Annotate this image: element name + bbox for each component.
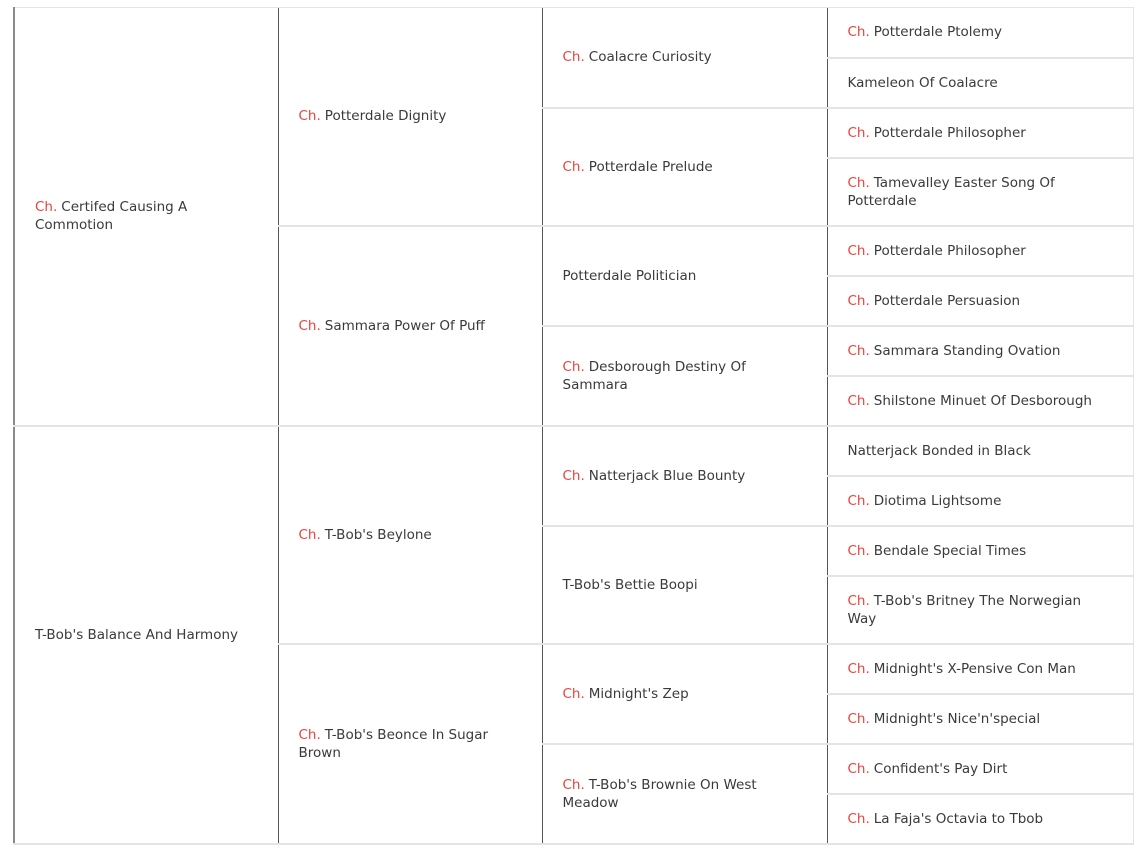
ancestor-gen4[interactable] bbox=[827, 376, 1133, 426]
dog-name: Sammara Standing Ovation bbox=[873, 342, 1061, 359]
ancestor-gen3[interactable] bbox=[542, 644, 827, 744]
ancestor-gen3[interactable] bbox=[542, 326, 827, 426]
ancestor-gen3[interactable] bbox=[542, 108, 827, 226]
title-ch: Ch. bbox=[35, 199, 58, 216]
title-ch: Ch. bbox=[847, 492, 870, 509]
pedigree-row bbox=[14, 8, 1133, 58]
dog-name: La Faja's Octavia to Tbob bbox=[873, 810, 1044, 827]
title-ch: Ch. bbox=[298, 108, 321, 125]
dog-name: Desborough Destiny Of Sammara bbox=[562, 358, 746, 393]
title-ch: Ch. bbox=[847, 392, 870, 409]
dog-name: Natterjack Blue Bounty bbox=[588, 467, 746, 484]
title-ch: Ch. bbox=[847, 242, 870, 259]
title-ch: Ch. bbox=[298, 317, 321, 334]
ancestor-gen4[interactable] bbox=[827, 426, 1133, 476]
dog-name: Diotima Lightsome bbox=[873, 492, 1002, 509]
ancestor-gen4[interactable] bbox=[827, 8, 1133, 58]
dog-name: Potterdale Persuasion bbox=[873, 292, 1021, 309]
granddam-maternal[interactable] bbox=[278, 644, 542, 844]
dog-name: T-Bob's Bettie Boopi bbox=[562, 576, 698, 593]
dog-name: Midnight's X-Pensive Con Man bbox=[873, 660, 1076, 677]
pedigree-row bbox=[14, 426, 1133, 476]
dog-name: Potterdale Ptolemy bbox=[873, 24, 1002, 41]
dog-name: Potterdale Philosopher bbox=[873, 124, 1026, 141]
dog-name: Potterdale Politician bbox=[562, 267, 697, 284]
title-ch: Ch. bbox=[847, 660, 870, 677]
grandsire-maternal[interactable] bbox=[278, 426, 542, 644]
title-ch: Ch. bbox=[562, 358, 585, 375]
dog-name: T-Bob's Britney The Norwegian Way bbox=[847, 592, 1082, 627]
title-ch: Ch. bbox=[847, 174, 870, 191]
dog-name: T-Bob's Beonce In Sugar Brown bbox=[298, 726, 489, 761]
dog-name: Bendale Special Times bbox=[873, 542, 1027, 559]
ancestor-gen4[interactable] bbox=[827, 794, 1133, 844]
dog-name: Certifed Causing A Commotion bbox=[35, 199, 188, 234]
ancestor-gen4[interactable] bbox=[827, 576, 1133, 644]
dog-name: Midnight's Zep bbox=[588, 685, 689, 702]
title-ch: Ch. bbox=[562, 158, 585, 175]
ancestor-gen4[interactable] bbox=[827, 476, 1133, 526]
grandsire-paternal[interactable] bbox=[278, 8, 542, 226]
title-ch: Ch. bbox=[562, 467, 585, 484]
dog-name: Shilstone Minuet Of Desborough bbox=[873, 392, 1092, 409]
ancestor-gen4[interactable] bbox=[827, 326, 1133, 376]
title-ch: Ch. bbox=[298, 526, 321, 543]
ancestor-gen4[interactable] bbox=[827, 276, 1133, 326]
title-ch: Ch. bbox=[847, 810, 870, 827]
title-ch: Ch. bbox=[298, 726, 321, 743]
sire[interactable] bbox=[14, 8, 278, 426]
dog-name: Natterjack Bonded in Black bbox=[847, 442, 1031, 459]
ancestor-gen3[interactable] bbox=[542, 226, 827, 326]
ancestor-gen4[interactable] bbox=[827, 226, 1133, 276]
title-ch: Ch. bbox=[562, 776, 585, 793]
dog-name: Sammara Power Of Puff bbox=[324, 317, 485, 334]
dog-name: T-Bob's Balance And Harmony bbox=[35, 626, 239, 643]
dog-name: Kameleon Of Coalacre bbox=[847, 74, 998, 91]
ancestor-gen4[interactable] bbox=[827, 694, 1133, 744]
title-ch: Ch. bbox=[847, 710, 870, 727]
dog-name: Potterdale Philosopher bbox=[873, 242, 1026, 259]
dog-name: Potterdale Dignity bbox=[324, 108, 447, 125]
ancestor-gen4[interactable] bbox=[827, 744, 1133, 794]
title-ch: Ch. bbox=[847, 24, 870, 41]
ancestor-gen3[interactable] bbox=[542, 426, 827, 526]
title-ch: Ch. bbox=[847, 342, 870, 359]
ancestor-gen4[interactable] bbox=[827, 644, 1133, 694]
dog-name: T-Bob's Brownie On West Meadow bbox=[562, 776, 757, 811]
title-ch: Ch. bbox=[562, 49, 585, 66]
title-ch: Ch. bbox=[562, 685, 585, 702]
title-ch: Ch. bbox=[847, 592, 870, 609]
title-ch: Ch. bbox=[847, 760, 870, 777]
ancestor-gen4[interactable] bbox=[827, 158, 1133, 226]
ancestor-gen4[interactable] bbox=[827, 58, 1133, 108]
ancestor-gen3[interactable] bbox=[542, 8, 827, 108]
dog-name: Confident's Pay Dirt bbox=[873, 760, 1008, 777]
ancestor-gen4[interactable] bbox=[827, 108, 1133, 158]
dam[interactable] bbox=[14, 426, 278, 844]
dog-name: Coalacre Curiosity bbox=[588, 49, 712, 66]
title-ch: Ch. bbox=[847, 292, 870, 309]
dog-name: T-Bob's Beylone bbox=[324, 526, 432, 543]
dog-name: Tamevalley Easter Song Of Potterdale bbox=[847, 174, 1055, 209]
ancestor-gen4[interactable] bbox=[827, 526, 1133, 576]
ancestor-gen3[interactable] bbox=[542, 744, 827, 844]
granddam-paternal[interactable] bbox=[278, 226, 542, 426]
dog-name: Potterdale Prelude bbox=[588, 158, 713, 175]
pedigree-table bbox=[13, 7, 1134, 845]
title-ch: Ch. bbox=[847, 124, 870, 141]
dog-name: Midnight's Nice'n'special bbox=[873, 710, 1041, 727]
title-ch: Ch. bbox=[847, 542, 870, 559]
ancestor-gen3[interactable] bbox=[542, 526, 827, 644]
